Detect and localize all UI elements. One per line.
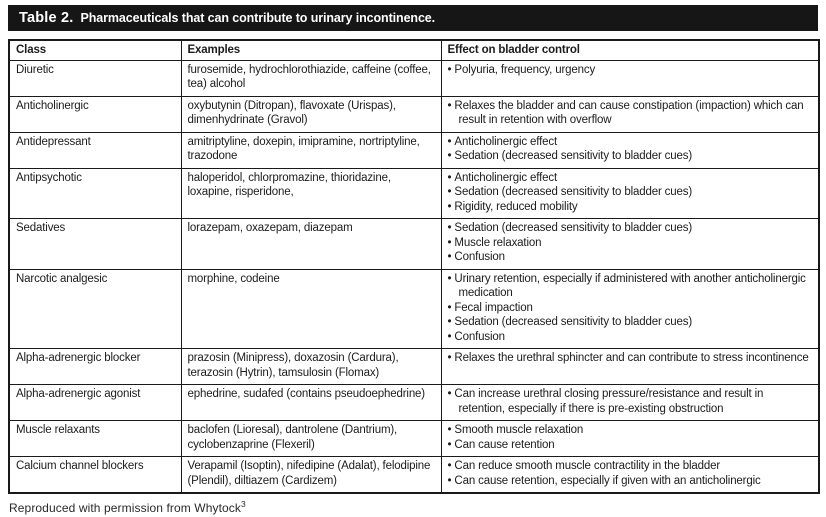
class-cell: Diuretic bbox=[9, 60, 181, 96]
effect-bullet-item: • Fecal impaction bbox=[448, 301, 813, 316]
effect-cell bbox=[441, 168, 819, 219]
table-row bbox=[9, 385, 819, 421]
effect-bullet-item: • Can reduce smooth muscle contractility in the bladder bbox=[448, 459, 813, 474]
table-row bbox=[9, 421, 819, 457]
effect-cell bbox=[441, 349, 819, 385]
attribution-note bbox=[8, 501, 818, 515]
effect-bullet-item: • Can increase urethral closing pressure/resistance and result in retention, especially if there is pre-existing obstruction bbox=[448, 387, 813, 416]
class-cell: Alpha-adrenergic blocker bbox=[9, 349, 181, 385]
effect-cell bbox=[441, 219, 819, 270]
table-row bbox=[9, 168, 819, 219]
effect-cell bbox=[441, 457, 819, 494]
table-row bbox=[9, 269, 819, 349]
examples-cell: oxybutynin (Ditropan), flavoxate (Urispas), dimenhydrinate (Gravol) bbox=[181, 96, 441, 132]
table-title-text: Pharmaceuticals that can contribute to urinary incontinence. bbox=[80, 11, 436, 25]
effect-bullet-item: • Sedation (decreased sensitivity to bladder cues) bbox=[448, 315, 813, 330]
table-row bbox=[9, 349, 819, 385]
class-cell: Antidepressant bbox=[9, 132, 181, 168]
pharmaceuticals-table bbox=[8, 39, 820, 494]
examples-cell: Verapamil (Isoptin), nifedipine (Adalat), felodipine (Plendil), diltiazem (Cardizem) bbox=[181, 457, 441, 494]
table-body bbox=[9, 60, 819, 493]
effect-bullet-item: • Anticholinergic effect bbox=[448, 171, 813, 186]
table-row bbox=[9, 132, 819, 168]
effect-bullet-item: • Confusion bbox=[448, 330, 813, 345]
examples-cell: lorazepam, oxazepam, diazepam bbox=[181, 219, 441, 270]
examples-cell: amitriptyline, doxepin, imipramine, nortriptyline, trazodone bbox=[181, 132, 441, 168]
effect-bullet-item: • Polyuria, frequency, urgency bbox=[448, 63, 813, 78]
effect-bullet-item: • Rigidity, reduced mobility bbox=[448, 200, 813, 215]
examples-cell: prazosin (Minipress), doxazosin (Cardura), terazosin (Hytrin), tamsulosin (Flomax) bbox=[181, 349, 441, 385]
effect-cell bbox=[441, 96, 819, 132]
class-cell: Anticholinergic bbox=[9, 96, 181, 132]
class-cell: Narcotic analgesic bbox=[9, 269, 181, 349]
effect-bullet-item: • Confusion bbox=[448, 250, 813, 265]
table-title-bar bbox=[8, 5, 818, 31]
effect-cell bbox=[441, 385, 819, 421]
examples-cell: baclofen (Lioresal), dantrolene (Dantrium), cyclobenzaprine (Flexeril) bbox=[181, 421, 441, 457]
effect-bullet-item: • Muscle relaxation bbox=[448, 236, 813, 251]
effect-bullet-item: • Sedation (decreased sensitivity to bladder cues) bbox=[448, 185, 813, 200]
effect-bullet-item: • Urinary retention, especially if administered with another anticholinergic medication bbox=[448, 272, 813, 301]
effect-bullet-item: • Anticholinergic effect bbox=[448, 135, 813, 150]
examples-cell: ephedrine, sudafed (contains pseudoephedrine) bbox=[181, 385, 441, 421]
effect-bullet-item: • Sedation (decreased sensitivity to bladder cues) bbox=[448, 149, 813, 164]
effect-bullet-item: • Sedation (decreased sensitivity to bladder cues) bbox=[448, 221, 813, 236]
table-row bbox=[9, 60, 819, 96]
effect-bullet-item: • Can cause retention, especially if given with an anticholinergic bbox=[448, 474, 813, 489]
effect-cell bbox=[441, 269, 819, 349]
class-cell: Alpha-adrenergic agonist bbox=[9, 385, 181, 421]
effect-bullet-item: • Can cause retention bbox=[448, 438, 813, 453]
table-row bbox=[9, 96, 819, 132]
attribution-reference-superscript: 3 bbox=[240, 499, 246, 509]
effect-bullet-item: • Relaxes the bladder and can cause constipation (impaction) which can result in retention with overflow bbox=[448, 99, 813, 128]
effect-bullet-item: • Smooth muscle relaxation bbox=[448, 423, 813, 438]
class-cell: Sedatives bbox=[9, 219, 181, 270]
table-row bbox=[9, 219, 819, 270]
attribution-text: Reproduced with permission from Whytock bbox=[9, 501, 241, 515]
column-header-class: Class bbox=[9, 40, 181, 60]
table-row bbox=[9, 457, 819, 494]
table-header-row bbox=[9, 40, 819, 60]
effect-cell bbox=[441, 421, 819, 457]
column-header-effect: Effect on bladder control bbox=[441, 40, 819, 60]
examples-cell: morphine, codeine bbox=[181, 269, 441, 349]
class-cell: Antipsychotic bbox=[9, 168, 181, 219]
table-number-label: Table 2. bbox=[19, 10, 74, 26]
effect-cell bbox=[441, 132, 819, 168]
effect-cell bbox=[441, 60, 819, 96]
examples-cell: haloperidol, chlorpromazine, thioridazine, loxapine, risperidone, bbox=[181, 168, 441, 219]
column-header-examples: Examples bbox=[181, 40, 441, 60]
effect-bullet-item: • Relaxes the urethral sphincter and can contribute to stress incontinence bbox=[448, 351, 813, 366]
class-cell: Muscle relaxants bbox=[9, 421, 181, 457]
examples-cell: furosemide, hydrochlorothiazide, caffeine (coffee, tea) alcohol bbox=[181, 60, 441, 96]
class-cell: Calcium channel blockers bbox=[9, 457, 181, 494]
